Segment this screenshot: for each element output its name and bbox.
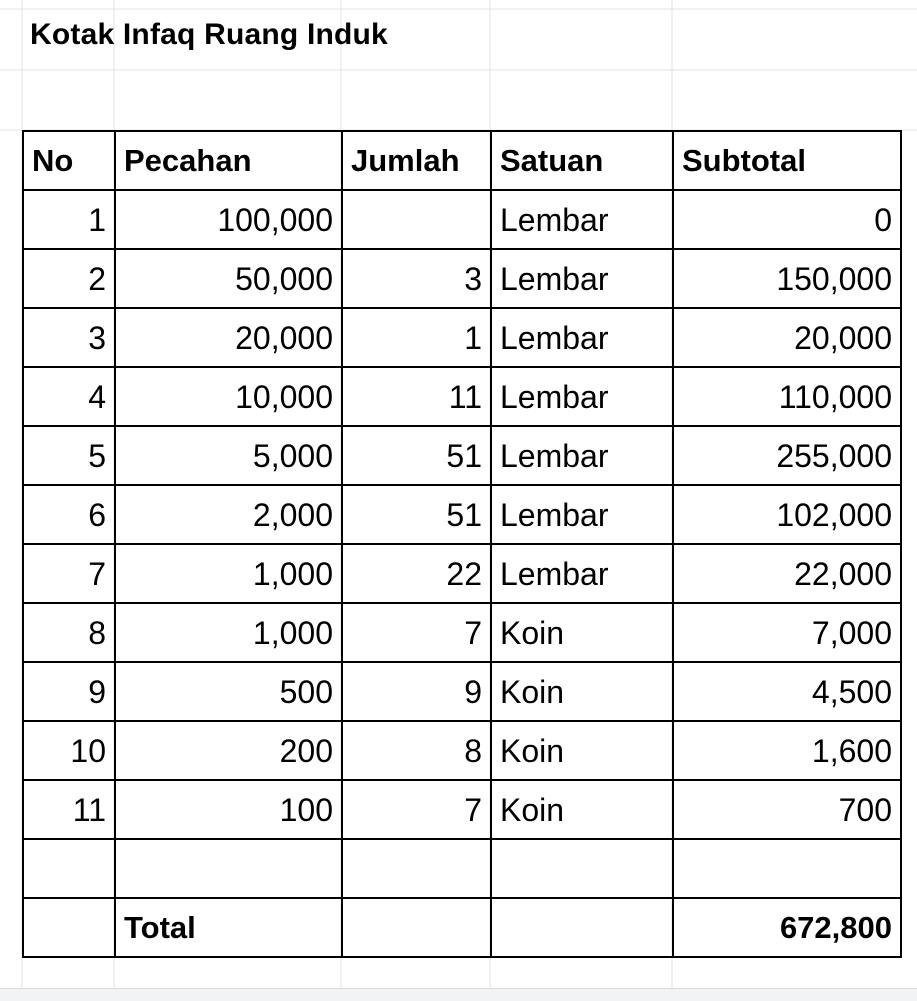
total-label[interactable]: Total: [115, 898, 342, 957]
infaq-table: [22, 130, 902, 958]
header-satuan[interactable]: Satuan: [491, 131, 673, 190]
cell-pecahan[interactable]: 20,000: [115, 308, 342, 367]
total-value[interactable]: 672,800: [673, 898, 901, 957]
cell-pecahan[interactable]: 10,000: [115, 367, 342, 426]
cell-pecahan[interactable]: 50,000: [115, 249, 342, 308]
cell-no[interactable]: 5: [23, 426, 115, 485]
header-no[interactable]: No: [23, 131, 115, 190]
cell-no[interactable]: 8: [23, 603, 115, 662]
empty-cell[interactable]: [491, 898, 673, 957]
cell-jumlah[interactable]: 51: [342, 485, 491, 544]
cell-satuan[interactable]: Koin: [491, 662, 673, 721]
empty-row: [23, 839, 901, 898]
cell-satuan[interactable]: Lembar: [491, 544, 673, 603]
total-row: [23, 898, 901, 957]
table-row: [23, 544, 901, 603]
cell-jumlah[interactable]: 7: [342, 780, 491, 839]
table-row: [23, 603, 901, 662]
cell-satuan[interactable]: Lembar: [491, 426, 673, 485]
cell-jumlah[interactable]: [342, 190, 491, 249]
table-row: [23, 780, 901, 839]
cell-satuan[interactable]: Koin: [491, 780, 673, 839]
cell-jumlah[interactable]: 11: [342, 367, 491, 426]
cell-subtotal[interactable]: 700: [673, 780, 901, 839]
sheet-bottom-edge: [0, 988, 917, 1001]
empty-cell[interactable]: [342, 898, 491, 957]
cell-subtotal[interactable]: 0: [673, 190, 901, 249]
header-subtotal[interactable]: Subtotal: [673, 131, 901, 190]
cell-satuan[interactable]: Lembar: [491, 249, 673, 308]
table-row: [23, 662, 901, 721]
table-row: [23, 721, 901, 780]
cell-no[interactable]: 6: [23, 485, 115, 544]
cell-pecahan[interactable]: 1,000: [115, 544, 342, 603]
cell-no[interactable]: 4: [23, 367, 115, 426]
cell-satuan[interactable]: Lembar: [491, 190, 673, 249]
header-jumlah[interactable]: Jumlah: [342, 131, 491, 190]
cell-pecahan[interactable]: 2,000: [115, 485, 342, 544]
cell-no[interactable]: 2: [23, 249, 115, 308]
cell-satuan[interactable]: Koin: [491, 721, 673, 780]
cell-subtotal[interactable]: 255,000: [673, 426, 901, 485]
cell-pecahan[interactable]: 100,000: [115, 190, 342, 249]
cell-no[interactable]: 1: [23, 190, 115, 249]
cell-no[interactable]: 7: [23, 544, 115, 603]
table-row: [23, 249, 901, 308]
cell-jumlah[interactable]: 1: [342, 308, 491, 367]
cell-jumlah[interactable]: 8: [342, 721, 491, 780]
header-pecahan[interactable]: Pecahan: [115, 131, 342, 190]
empty-cell[interactable]: [491, 839, 673, 898]
cell-subtotal[interactable]: 4,500: [673, 662, 901, 721]
cell-pecahan[interactable]: 5,000: [115, 426, 342, 485]
cell-pecahan[interactable]: 200: [115, 721, 342, 780]
cell-no[interactable]: 3: [23, 308, 115, 367]
table-row: [23, 367, 901, 426]
cell-pecahan[interactable]: 100: [115, 780, 342, 839]
empty-cell[interactable]: [342, 839, 491, 898]
cell-jumlah[interactable]: 51: [342, 426, 491, 485]
cell-subtotal[interactable]: 150,000: [673, 249, 901, 308]
cell-no[interactable]: 10: [23, 721, 115, 780]
cell-no[interactable]: 9: [23, 662, 115, 721]
cell-subtotal[interactable]: 110,000: [673, 367, 901, 426]
empty-cell[interactable]: [115, 839, 342, 898]
cell-subtotal[interactable]: 20,000: [673, 308, 901, 367]
cell-no[interactable]: 11: [23, 780, 115, 839]
table-row: [23, 485, 901, 544]
cell-satuan[interactable]: Lembar: [491, 308, 673, 367]
cell-subtotal[interactable]: 22,000: [673, 544, 901, 603]
table-row: [23, 190, 901, 249]
empty-cell[interactable]: [23, 898, 115, 957]
cell-jumlah[interactable]: 9: [342, 662, 491, 721]
cell-pecahan[interactable]: 500: [115, 662, 342, 721]
cell-jumlah[interactable]: 22: [342, 544, 491, 603]
cell-satuan[interactable]: Lembar: [491, 367, 673, 426]
cell-jumlah[interactable]: 3: [342, 249, 491, 308]
cell-subtotal[interactable]: 1,600: [673, 721, 901, 780]
header-row: [23, 131, 901, 190]
cell-subtotal[interactable]: 7,000: [673, 603, 901, 662]
empty-cell[interactable]: [673, 839, 901, 898]
cell-satuan[interactable]: Koin: [491, 603, 673, 662]
table-row: [23, 426, 901, 485]
empty-cell[interactable]: [23, 839, 115, 898]
cell-satuan[interactable]: Lembar: [491, 485, 673, 544]
table-row: [23, 308, 901, 367]
sheet-title: Kotak Infaq Ruang Induk: [30, 18, 388, 51]
cell-jumlah[interactable]: 7: [342, 603, 491, 662]
cell-subtotal[interactable]: 102,000: [673, 485, 901, 544]
cell-pecahan[interactable]: 1,000: [115, 603, 342, 662]
